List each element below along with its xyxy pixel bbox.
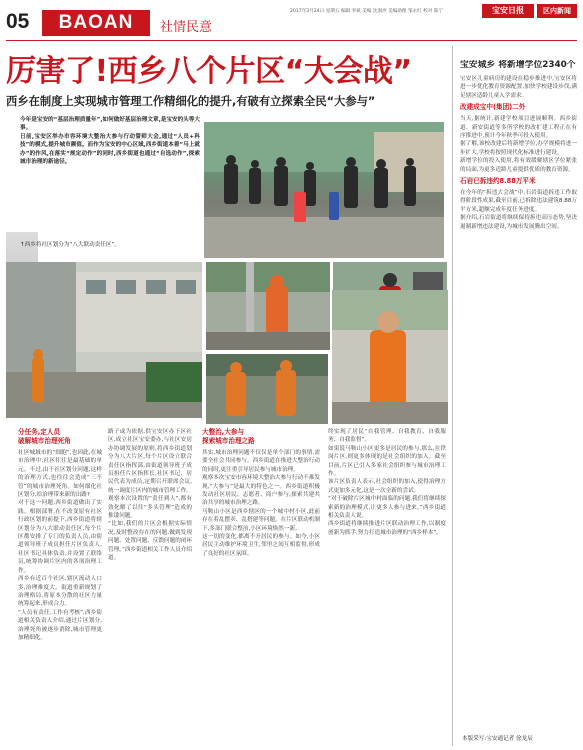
col1-subhead-2: 破解城市治理死角 [18, 437, 71, 445]
sidebar [460, 60, 577, 740]
page-number: 05 [6, 10, 30, 33]
col3-paragraph: 其实,城市治理问题不仅仅是单个部门的事情,需要全社会共同参与。西乡街道在推进大整治行动的同时,更注重引导居民参与城市治理。 [202, 450, 320, 473]
col2-paragraph: 观察本次设置的“责任到人”,都有效化解了以往“多头管理”造成的推诿问题。 [108, 496, 192, 520]
col2-paragraph: 路子或为依据,供宝安区办下区社区,成立社区宝安委办,与社区安居办协调发展的原则,将西乡街道划分为八大片区,每个片区设立联合责任区指挥部,由街道领导班子成员担任片区指挥长,社区书记、居民代表为成员,定期召开联席会议,统一调度片区内的城市管理工作。 [108, 429, 192, 494]
headline-title: 厉害了!西乡八个片区“大会战” [6, 54, 412, 89]
col2-paragraph: “比如,我们的片区会根据实际情况,及时整改存在的问题,做到发现问题、处置问题、反馈问题的闭环管理。”西乡街道相关工作人员介绍道。 [108, 521, 193, 562]
date-line: 2017年3月24日 星期五 编辑 李斌 美编 沈润坪 美编助理 邹永红 校对 陈宁 [290, 9, 444, 14]
sidebar-subhead-1: 改建成宝中(集团)二外 [460, 103, 526, 112]
sidebar-paragraph: 在今年的“拆违大会战”中,石岩街道拆违工作取得阶段性成果,截至目前,已拆除违法建筑8.88万平方米,超额完成年度任务进度。 [460, 190, 577, 213]
column-2 [108, 428, 192, 563]
photo-worker-pole [206, 262, 330, 350]
lead-paragraph-1: 今年是宝安的“基层治理质量年”,如何做好基层治理文章,是宝安的头等大事。 [20, 117, 200, 132]
sidebar-divider [452, 46, 453, 746]
column-3 [202, 428, 320, 558]
sidebar-paragraph: 当天,据统计,新建学校项目进展顺利。西乡街道、新安街道等多所学校的改扩建工程正在有序推进中,预计今年秋季可投入使用。 [460, 116, 577, 140]
paper-logo: 宝安日报 [482, 4, 534, 18]
lead-paragraph-2: 日前,宝安区举办市容环境大整治大参与行动誓师大会,通过“人员+科技”的模式,提升城市颜值。而作为宝安的中心区域,西乡街道本着“马上就办”的作风,在落实“规定动作”的同时,西乡街道也通过“自选动作”,探索城市治理的新途径。 [20, 133, 200, 166]
lead-box [20, 116, 200, 166]
col1-subhead-1: 分任务,定人员 [18, 428, 61, 436]
masthead-rule [6, 40, 577, 41]
col4-paragraph: 该片区负责人表示,社会组织的加入,使得治理方式更加多元化,这是一次全新的尝试。 [328, 479, 446, 494]
headline-subtitle: 西乡在制度上实现城市管理工作精细化的提升,有破有立探索全民“大参与” [6, 95, 376, 108]
col4-paragraph: 终实现了居民“自我管理、自我教育、自我服务、自我监督”。 [328, 429, 446, 444]
masthead [0, 0, 583, 42]
col3-subhead-1: 大整治,大参与 [202, 428, 245, 436]
col3-paragraph: 这一切的变化,都离不开居民的参与。如今,小区居民主动维护环境卫生,邻里之间互相监督,形成了良好的社区氛围。 [202, 534, 320, 557]
photo-two-workers [206, 354, 328, 424]
col4-paragraph: 如果说马鞍山小区更多是居民的参与,那么,在铁岗片区,则更多体现的是社会组织的加入。截至目前,片区已引入多家社会组织参与城市治理工作。 [328, 445, 446, 478]
photo-orange-worker [332, 290, 448, 424]
photo-caption-strip [20, 240, 204, 258]
edition-logo: 区内新闻 [537, 4, 577, 18]
sidebar-title: 宝安城乡 将新增学位2340个 [460, 60, 576, 70]
col1-paragraph: 西乡有近百个社区,辖区流动人口多,治理难度大。街道重新规划了治理格局,将原本分散的社区力量统筹起来,形成合力。 [18, 576, 102, 608]
sidebar-intro: 宝安区儿童病房的建设在稳步推进中,宝安区将进一步优化教育资源配置,加快学校建设步伐,满足辖区适龄儿童入学需求。 [460, 76, 577, 99]
section-cn-label: 社情民意 [160, 20, 213, 35]
section-en-badge: BAOAN [42, 10, 150, 36]
sidebar-footer: 本版采写:宝安通记者 徐龙辰 [462, 736, 533, 742]
col1-paragraph: 对于这一问题,西乡街道做出了实践。根据部署,在不改变原有社区行政区划的前提下,西乡街道将辖区划分为八大联动责任区,每个片区都安排了专门的负责人员,由街道领导班子成员担任片区负责人,社区书记具体负责,并设置了联络员,统筹协调片区内的各项治理工作。 [18, 500, 102, 574]
sidebar-paragraph: 据介绍,石岩街道将继续保持拆违高压态势,坚决遏制新增违法建设,为城市发展腾出空间。 [460, 215, 577, 230]
photo-workers-street [6, 262, 202, 418]
sidebar-subhead-2: 石岩已拆违约8.88万平米 [460, 177, 536, 186]
photo-group-meeting [204, 122, 444, 258]
col3-paragraph: 马鞍山小区是西乡辖区的一个城中村小区,此前存在着乱摆卖、乱搭建等问题。在片区联动机制下,多部门联合整治,小区环境焕然一新。 [202, 508, 320, 532]
column-4 [328, 428, 446, 537]
col4-paragraph: “对于破除片区城中村面临的问题,我们将继续探索新的治理模式,让更多人参与进来。”西乡街道相关负责人说。 [328, 496, 446, 520]
col1-paragraph: “人员有责任,工作有考核”,西乡街道相关负责人介绍,通过片区划分,治理死角被逐步消除,城市管理更加精细化。 [18, 609, 102, 641]
col3-subhead-2: 探索城市治理之路 [202, 437, 255, 445]
col3-paragraph: 观察本次宝安市容环境大整治大参与行动不难发现,“大参与”是最大的特色之一。西乡街道积极发动社区居民、志愿者、商户参与,探索共建共治共享的城市治理之路。 [202, 475, 320, 507]
col4-paragraph: 西乡街道将继续推进片区联动治理工作,以制度创新为抓手,努力打造城市治理的“西乡样本”。 [328, 521, 446, 536]
sidebar-paragraph: 新增学位的投入使用,将有效缓解辖区学位紧张的局面,为更多适龄儿童提供优质的教育资源。 [460, 158, 577, 173]
photo-caption: ↑西乡将社区划分为“八大联动责任区”。 [20, 242, 120, 248]
col1-paragraph: 社区城域市的“细胞”,也因此,在城市治理中,社区往往是最基础的单元。不过,由于社区划分问题,这样的治理方式,也往往会造成“三不管”的城市治理死角。如何细化社区划分,给治理带来新的出路? [18, 450, 102, 499]
sidebar-paragraph: 据了解,该校改建后将新增学位,办学规模将进一步扩大,学校将按照现代化标准进行建设。 [460, 141, 577, 156]
column-1 [18, 428, 102, 642]
